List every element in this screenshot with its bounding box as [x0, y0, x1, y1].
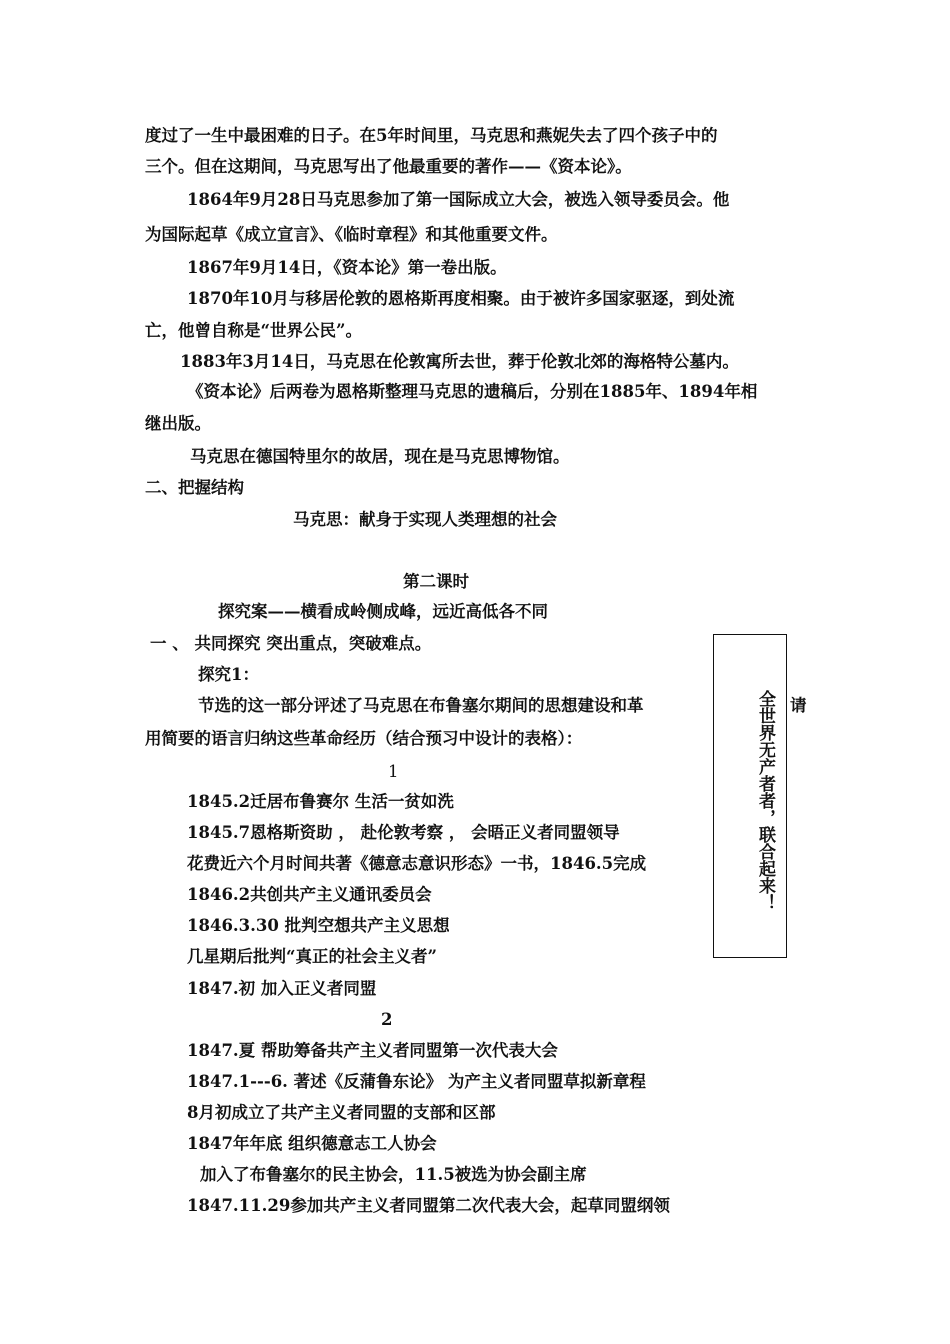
list-item: 1846.3.30 批判空想共产主义思想 [187, 916, 450, 935]
section-heading: 二、把握结构 [145, 478, 244, 497]
paragraph-line: 《资本论》后两卷为恩格斯整理马克思的遗稿后，分别在1885年、1894年相 [187, 382, 758, 401]
list-item: 1847.初 加入正义者同盟 [187, 979, 377, 998]
explore-intro-line: 用简要的语言归纳这些革命经历（结合预习中设计的表格）： [145, 729, 583, 748]
paragraph-line: 三个。但在这期间，马克思写出了他最重要的著作——《资本论》。 [145, 157, 632, 176]
paragraph-line: 为国际起草《成立宣言》、《临时章程》和其他重要文件。 [145, 225, 558, 244]
list-item: 1847年年底 组织德意志工人协会 [187, 1134, 437, 1153]
list-item: 1846.2共创共产主义通讯委员会 [187, 885, 432, 904]
paragraph-line: 亡，他曾自称是“世界公民”。 [145, 321, 362, 340]
explore-section-heading: 一 、 共同探究 突出重点，突破难点。 [150, 634, 432, 653]
paragraph-line: 继出版。 [145, 414, 211, 433]
group-number: 1 [388, 762, 399, 781]
paragraph-line: 1883年3月14日，马克思在伦敦寓所去世，葬于伦敦北郊的海格特公墓内。 [180, 352, 739, 371]
list-item: 花费近六个月时间共著《德意志意识形态》一书，1846.5完成 [187, 854, 647, 873]
explore-label: 探究1： [198, 665, 259, 684]
paragraph-line: 度过了一生中最困难的日子。在5年时间里，马克思和燕妮失去了四个孩子中的 [145, 126, 718, 145]
list-item: 1845.7恩格斯资助 ， 赴伦敦考察 ， 会晤正义者同盟领导 [187, 823, 620, 842]
list-item: 1847.夏 帮助筹备共产主义者同盟第一次代表大会 [187, 1041, 558, 1060]
list-item: 8月初成立了共产主义者同盟的支部和区部 [187, 1103, 496, 1122]
explore-intro-tail: 请 [790, 696, 807, 715]
paragraph-line: 1864年9月28日马克思参加了第一国际成立大会，被选入领导委员会。他 [187, 190, 730, 209]
list-item: 加入了布鲁塞尔的民主协会，11.5被选为协会副主席 [200, 1165, 587, 1184]
paragraph-line: 1870年10月与移居伦敦的恩格斯再度相聚。由于被许多国家驱逐，到处流 [187, 289, 735, 308]
paragraph-line: 1867年9月14日，《资本论》第一卷出版。 [187, 258, 507, 277]
lesson-title: 第二课时 [403, 572, 469, 591]
slogan-text: 全世界无产者者，联合起来！ [755, 690, 775, 911]
list-item: 1847.1---6. 著述《反蒲鲁东论》 为产主义者同盟草拟新章程 [187, 1072, 646, 1091]
structure-subtitle: 马克思：献身于实现人类理想的社会 [293, 510, 557, 529]
list-item: 1847.11.29参加共产主义者同盟第二次代表大会，起草同盟纲领 [187, 1196, 670, 1215]
paragraph-line: 马克思在德国特里尔的故居，现在是马克思博物馆。 [190, 447, 570, 466]
list-item: 几星期后批判“真正的社会主义者” [187, 947, 437, 966]
lesson-subtitle: 探究案——横看成岭侧成峰，远近高低各不同 [218, 602, 548, 621]
explore-intro-line: 节选的这一部分评述了马克思在布鲁塞尔期间的思想建设和革 [198, 696, 644, 715]
list-item: 1845.2迁居布鲁赛尔 生活一贫如洗 [187, 792, 454, 811]
group-number: 2 [381, 1010, 393, 1029]
